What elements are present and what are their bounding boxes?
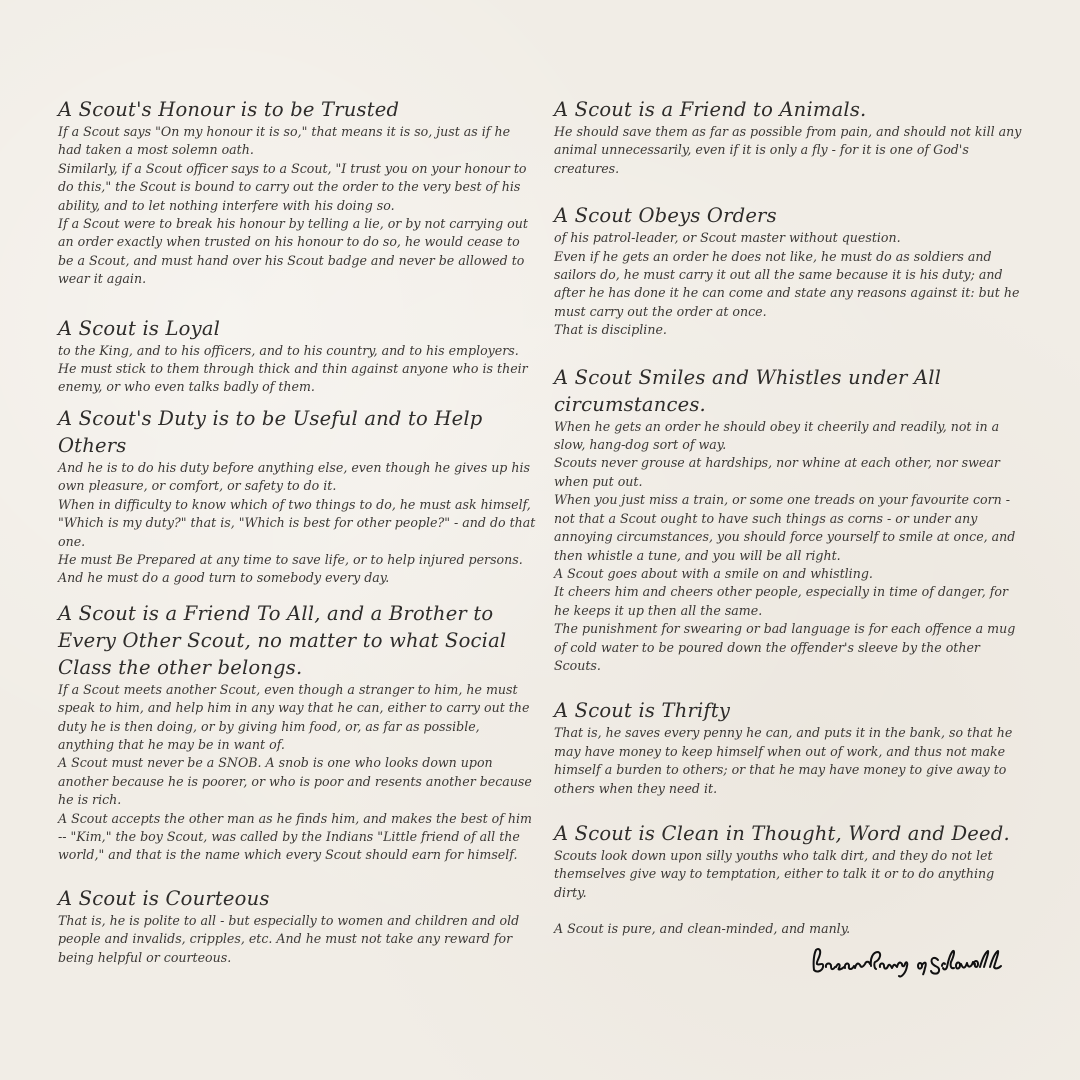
paragraph: He should save them as far as possible from pain, and should not kill any animal unnecessarily, even if it is only a fly - for it is one of God's creatures. [554,124,1022,176]
section-body [58,123,536,289]
paragraph: Similarly, if a Scout officer says to a Scout, "I trust you on your honour to do this," the Scout is bound to carry out the order to the very best of his ability, and to let nothing interfere with his doing so. [58,160,527,213]
section-body [554,724,1024,798]
signature [808,940,1008,982]
paragraph: of his patrol-leader, or Scout master without question. [554,230,901,246]
paragraph: When he gets an order he should obey it cheerily and readily, not in a slow, hang-dog sort of way. [554,418,1000,453]
paragraph: He must Be Prepared at any time to save life, or to help injured persons. And he must do a good turn to somebody every day. [58,551,523,586]
section-body [58,681,536,865]
paragraph: It cheers him and cheers other people, especially in time of danger, for he keeps it up then all the same. [554,584,1008,618]
paragraph: That is, he saves every penny he can, and puts it in the bank, so that he may have money to keep himself when out of work, and thus not make himself a burden to others; or that he may have money to give away to others when they need it. [554,725,1013,796]
paragraph: And he is to do his duty before anything else, even though he gives up his own pleasure, or comfort, or safety to do it. [58,459,530,494]
law-section-friend-to-all [58,600,536,865]
paragraph: Scouts never grouse at hardships, nor whine at each other, nor swear when put out. [554,455,1000,489]
section-title: A Scout is Thrifty [554,699,731,723]
paragraph: to the King, and to his officers, and to his country, and to his employers. He must stick to them through thick and thin against anyone who is their enemy, or who even talks badly of them. [58,342,528,395]
law-section-thrifty [554,697,1024,798]
section-title: A Scout Obeys Orders [554,204,777,228]
left-column [58,96,536,967]
paragraph: The punishment for swearing or bad language is for each offence a mug of cold water to be poured down the offender's sleeve by the other Scouts. [554,621,1016,673]
law-section-loyal [58,315,536,397]
paragraph: That is, he is polite to all - but especially to women and children and old people and invalids, cripples, etc. And he must not take any reward for being helpful or courteous. [58,912,520,965]
law-section-clean [554,820,1024,939]
paragraph: A Scout is pure, and clean-minded, and manly. [554,921,851,937]
paragraph: That is discipline. [554,322,667,338]
paragraph: When you just miss a train, or some one treads on your favourite corn - not that a Scout ought to have such things as corns - or under any annoying circumstances, you should force yourself to smile at once, and then whistle a tune, and you will be all right. [554,492,1016,563]
paragraph: If a Scout meets another Scout, even though a stranger to him, he must speak to him, and help him in any way that he can, either to carry out the duty he is then doing, or by giving him food, or, as far as possible, anything that he may be in want of. [58,681,530,752]
paragraph: If a Scout were to break his honour by telling a lie, or by not carrying out an order exactly when trusted on his honour to do so, he would cease to be a Scout, and must hand over his Scout badge and never be allowed to wear it again. [58,216,528,287]
law-section-obeys-orders [554,202,1024,339]
paragraph: Scouts look down upon silly youths who talk dirt, and they do not let themselves give way to temptation, either to talk it or to do anything dirty. [554,847,995,900]
section-title: A Scout is a Friend to Animals. [554,98,867,121]
section-title: A Scout is Courteous [58,886,270,910]
section-title: A Scout is a Friend To All, and a Brother to Every Other Scout, no matter to what Social Class the other belongs. [58,601,507,679]
law-section-duty [58,405,536,588]
paragraph: A Scout goes about with a smile on and whistling. [554,565,873,581]
paragraph: Even if he gets an order he does not like, he must do as soldiers and sailors do, he must carry it out all the same because it is his duty; and after he has done it he can come and state any reasons against it: but he must carry out the order at once. [554,248,1020,319]
law-section-courteous [58,885,536,967]
section-body [58,912,536,967]
section-body [58,459,536,588]
section-body [554,229,1024,339]
section-title: A Scout Smiles and Whistles under All circumstances. [554,365,942,416]
section-title: A Scout is Clean in Thought, Word and Deed. [554,821,1010,845]
paragraph: A Scout must never be a SNOB. A snob is one who looks down upon another because he is poorer, or who is poor and resents another because he is rich. [58,755,532,808]
law-section-honour [58,96,536,289]
section-title: A Scout's Duty is to be Useful and to Help Others [58,406,483,457]
section-body [58,342,536,397]
law-section-smiles [554,364,1024,676]
section-title: A Scout is Loyal [58,316,221,340]
paragraph: A Scout accepts the other man as he finds him, and makes the best of him -- "Kim," the boy Scout, was called by the Indians "Little friend of all the world," and that is the name which every Scout should earn for himself. [58,810,532,863]
right-column [554,96,1024,939]
paragraph: If a Scout says "On my honour it is so," that means it is so, just as if he had taken a most solemn oath. [58,124,511,158]
section-body [554,123,1024,178]
paragraph: When in difficulty to know which of two things to do, he must ask himself, "Which is my duty?" that is, "Which is best for other people?" - and do that one. [58,496,536,549]
section-body [554,847,1024,939]
law-section-animals [554,96,1024,178]
section-title: A Scout's Honour is to be Trusted [58,98,400,121]
section-body [554,418,1024,676]
